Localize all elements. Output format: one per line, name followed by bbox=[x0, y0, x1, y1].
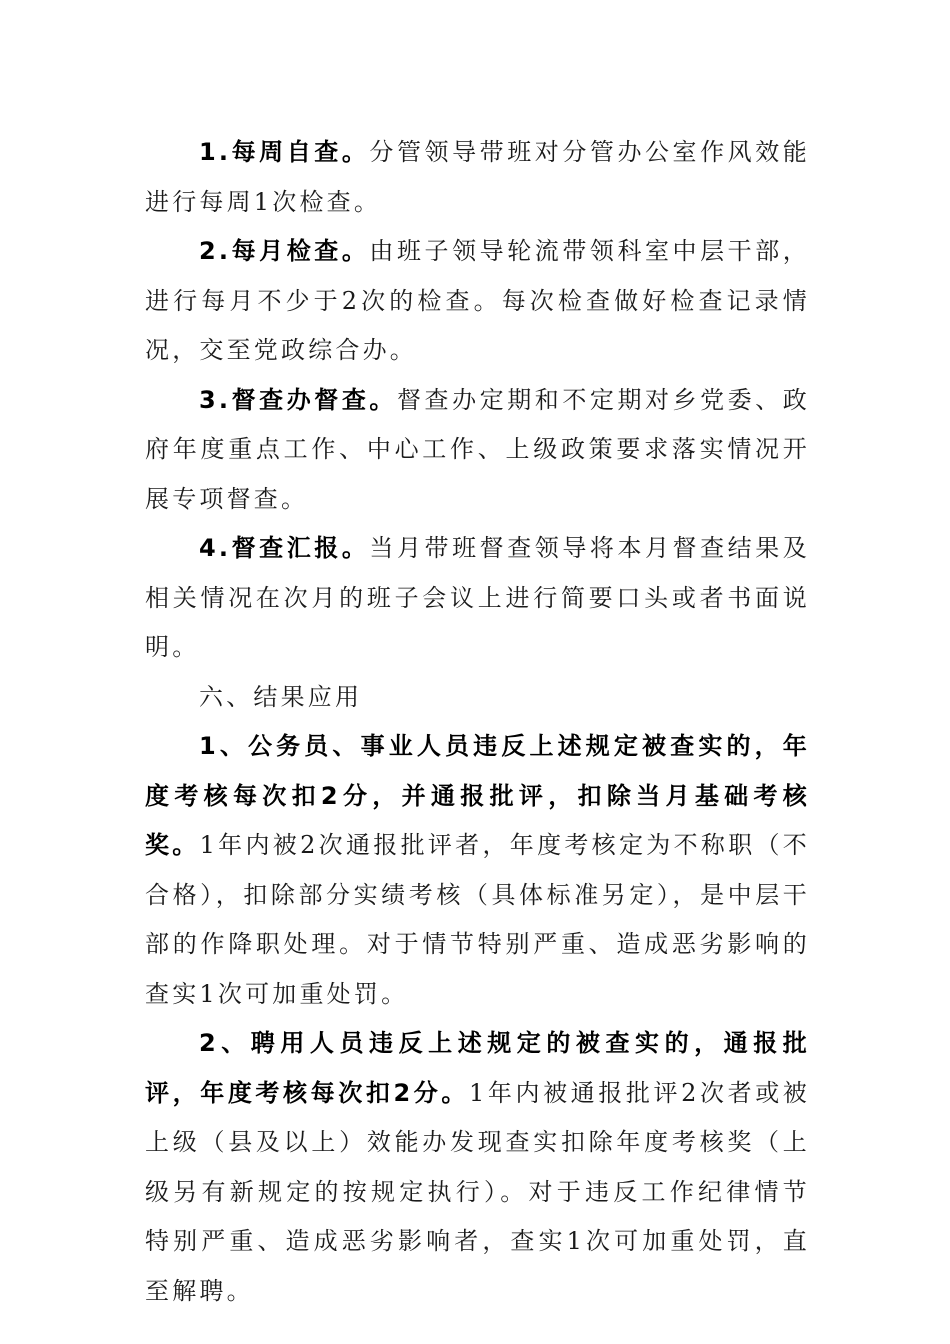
paragraph-text: 1年内被2次通报批评者，年度考核定为不称职（不合格），扣除部分实绩考核（具体标准另定），是中层干部的作降职处理。对于情节特别严重、造成恶劣影响的查实1次可加重处罚。 bbox=[145, 831, 810, 1008]
paragraph-lead: 1、公务员、事业人员违反上述规定被查实的，年度考核每次扣2分，并通报批评，扣除当月基础考核奖。 bbox=[145, 732, 810, 859]
paragraph-text: 督查办定期和不定期对乡党委、政府年度重点工作、中心工作、上级政策要求落实情况开展专项督查。 bbox=[145, 385, 811, 513]
paragraph-weekly-self-check bbox=[145, 128, 810, 227]
paragraph-result-contract-staff bbox=[145, 1019, 810, 1316]
paragraph-supervision-report bbox=[145, 524, 810, 673]
paragraph-text: 由班子领导轮流带领科室中层干部，进行每月不少于2次的检查。每次检查做好检查记录情况，交至党政综合办。 bbox=[145, 237, 811, 364]
document-body bbox=[145, 128, 810, 1316]
paragraph-text: 1年内被通报批评2次者或被上级（县及以上）效能办发现查实扣除年度考核奖（上级另有新规定的按规定执行）。对于违反工作纪律情节特别严重、造成恶劣影响者，查实1次可加重处罚，直至解聘。 bbox=[145, 1078, 810, 1305]
section-heading: 六、结果应用 bbox=[199, 682, 363, 711]
paragraph-result-civil-servants bbox=[145, 722, 810, 1019]
paragraph-supervision-office bbox=[145, 376, 810, 525]
paragraph-lead: 2.每月检查。 bbox=[199, 237, 370, 265]
paragraph-lead: 2、聘用人员违反上述规定的被查实的，通报批评，年度考核每次扣2分。 bbox=[145, 1029, 810, 1107]
paragraph-monthly-check bbox=[145, 227, 810, 376]
paragraph-lead: 1.每周自查。 bbox=[199, 138, 370, 166]
paragraph-text: 当月带班督查领导将本月督查结果及相关情况在次月的班子会议上进行简要口头或者书面说明。 bbox=[145, 534, 811, 661]
paragraph-lead: 4.督查汇报。 bbox=[199, 534, 370, 562]
paragraph-text: 分管领导带班对分管办公室作风效能进行每周1次检查。 bbox=[145, 138, 811, 216]
paragraph-lead: 3.督查办督查。 bbox=[199, 385, 397, 414]
